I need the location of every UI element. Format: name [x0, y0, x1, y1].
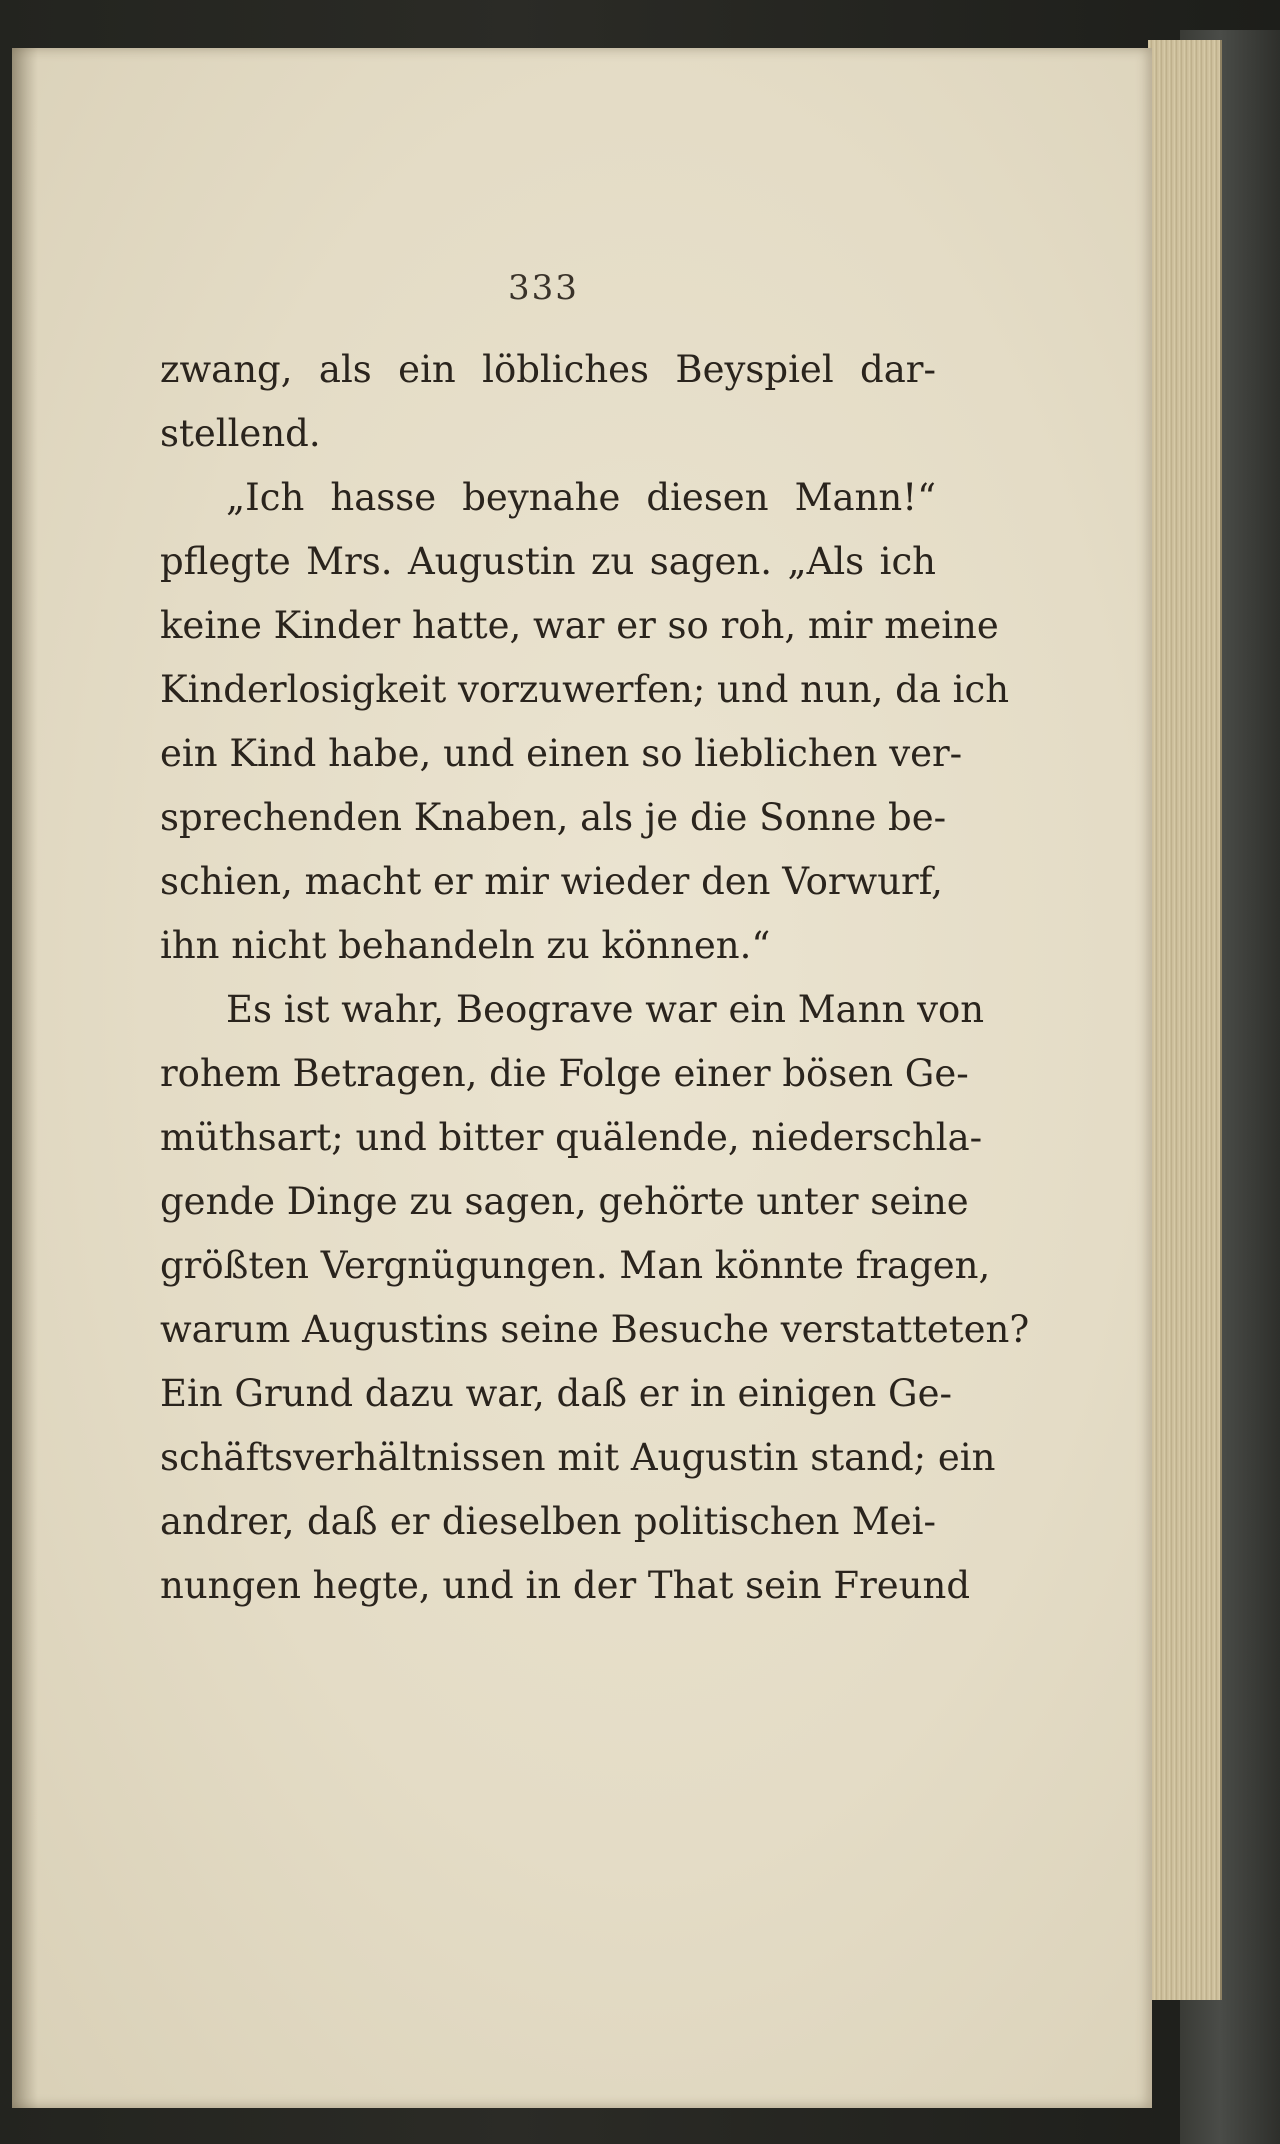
text-line: größten Vergnügungen. Man könnte fragen,	[160, 1244, 991, 1287]
text-line: müthsart; und bitter quälende, niederschla-	[160, 1116, 983, 1159]
text-line: zwang, als ein löbliches Beyspiel dar-	[160, 348, 936, 391]
text-line: rohem Betragen, die Folge einer bösen Ge-	[160, 1052, 969, 1095]
text-line: Ein Grund dazu war, daß er in einigen Ge-	[160, 1372, 952, 1415]
text-line: pflegte Mrs. Augustin zu sagen. „Als ich	[160, 540, 936, 583]
text-line: Es ist wahr, Beograve war ein Mann von	[226, 988, 985, 1031]
text-line: ein Kind habe, und einen so lieblichen ver-	[160, 732, 963, 775]
text-line: nungen hegte, und in der That sein Freund	[160, 1564, 971, 1607]
text-line: keine Kinder hatte, war er so roh, mir meine	[160, 604, 999, 647]
gutter-shadow	[12, 48, 38, 2108]
text-line: schien, macht er mir wieder den Vorwurf,	[160, 860, 943, 903]
text-line: schäftsverhältnissen mit Augustin stand; ein	[160, 1436, 996, 1479]
text-line: sprechenden Knaben, als je die Sonne be-	[160, 796, 947, 839]
text-line: gende Dinge zu sagen, gehörte unter seine	[160, 1180, 969, 1223]
text-line: stellend.	[160, 412, 321, 455]
text-line: „Ich hasse beynahe diesen Mann!“	[226, 476, 936, 519]
page-fore-edge	[1148, 40, 1222, 2000]
text-line: ihn nicht behandeln zu können.“	[160, 924, 771, 967]
text-line: Kinderlosigkeit vorzuwerfen; und nun, da ich	[160, 668, 1010, 711]
text-line: andrer, daß er dieselben politischen Mei-	[160, 1500, 936, 1543]
text-line: warum Augustins seine Besuche verstatteten?	[160, 1308, 1030, 1351]
page-number: 333	[508, 268, 579, 308]
